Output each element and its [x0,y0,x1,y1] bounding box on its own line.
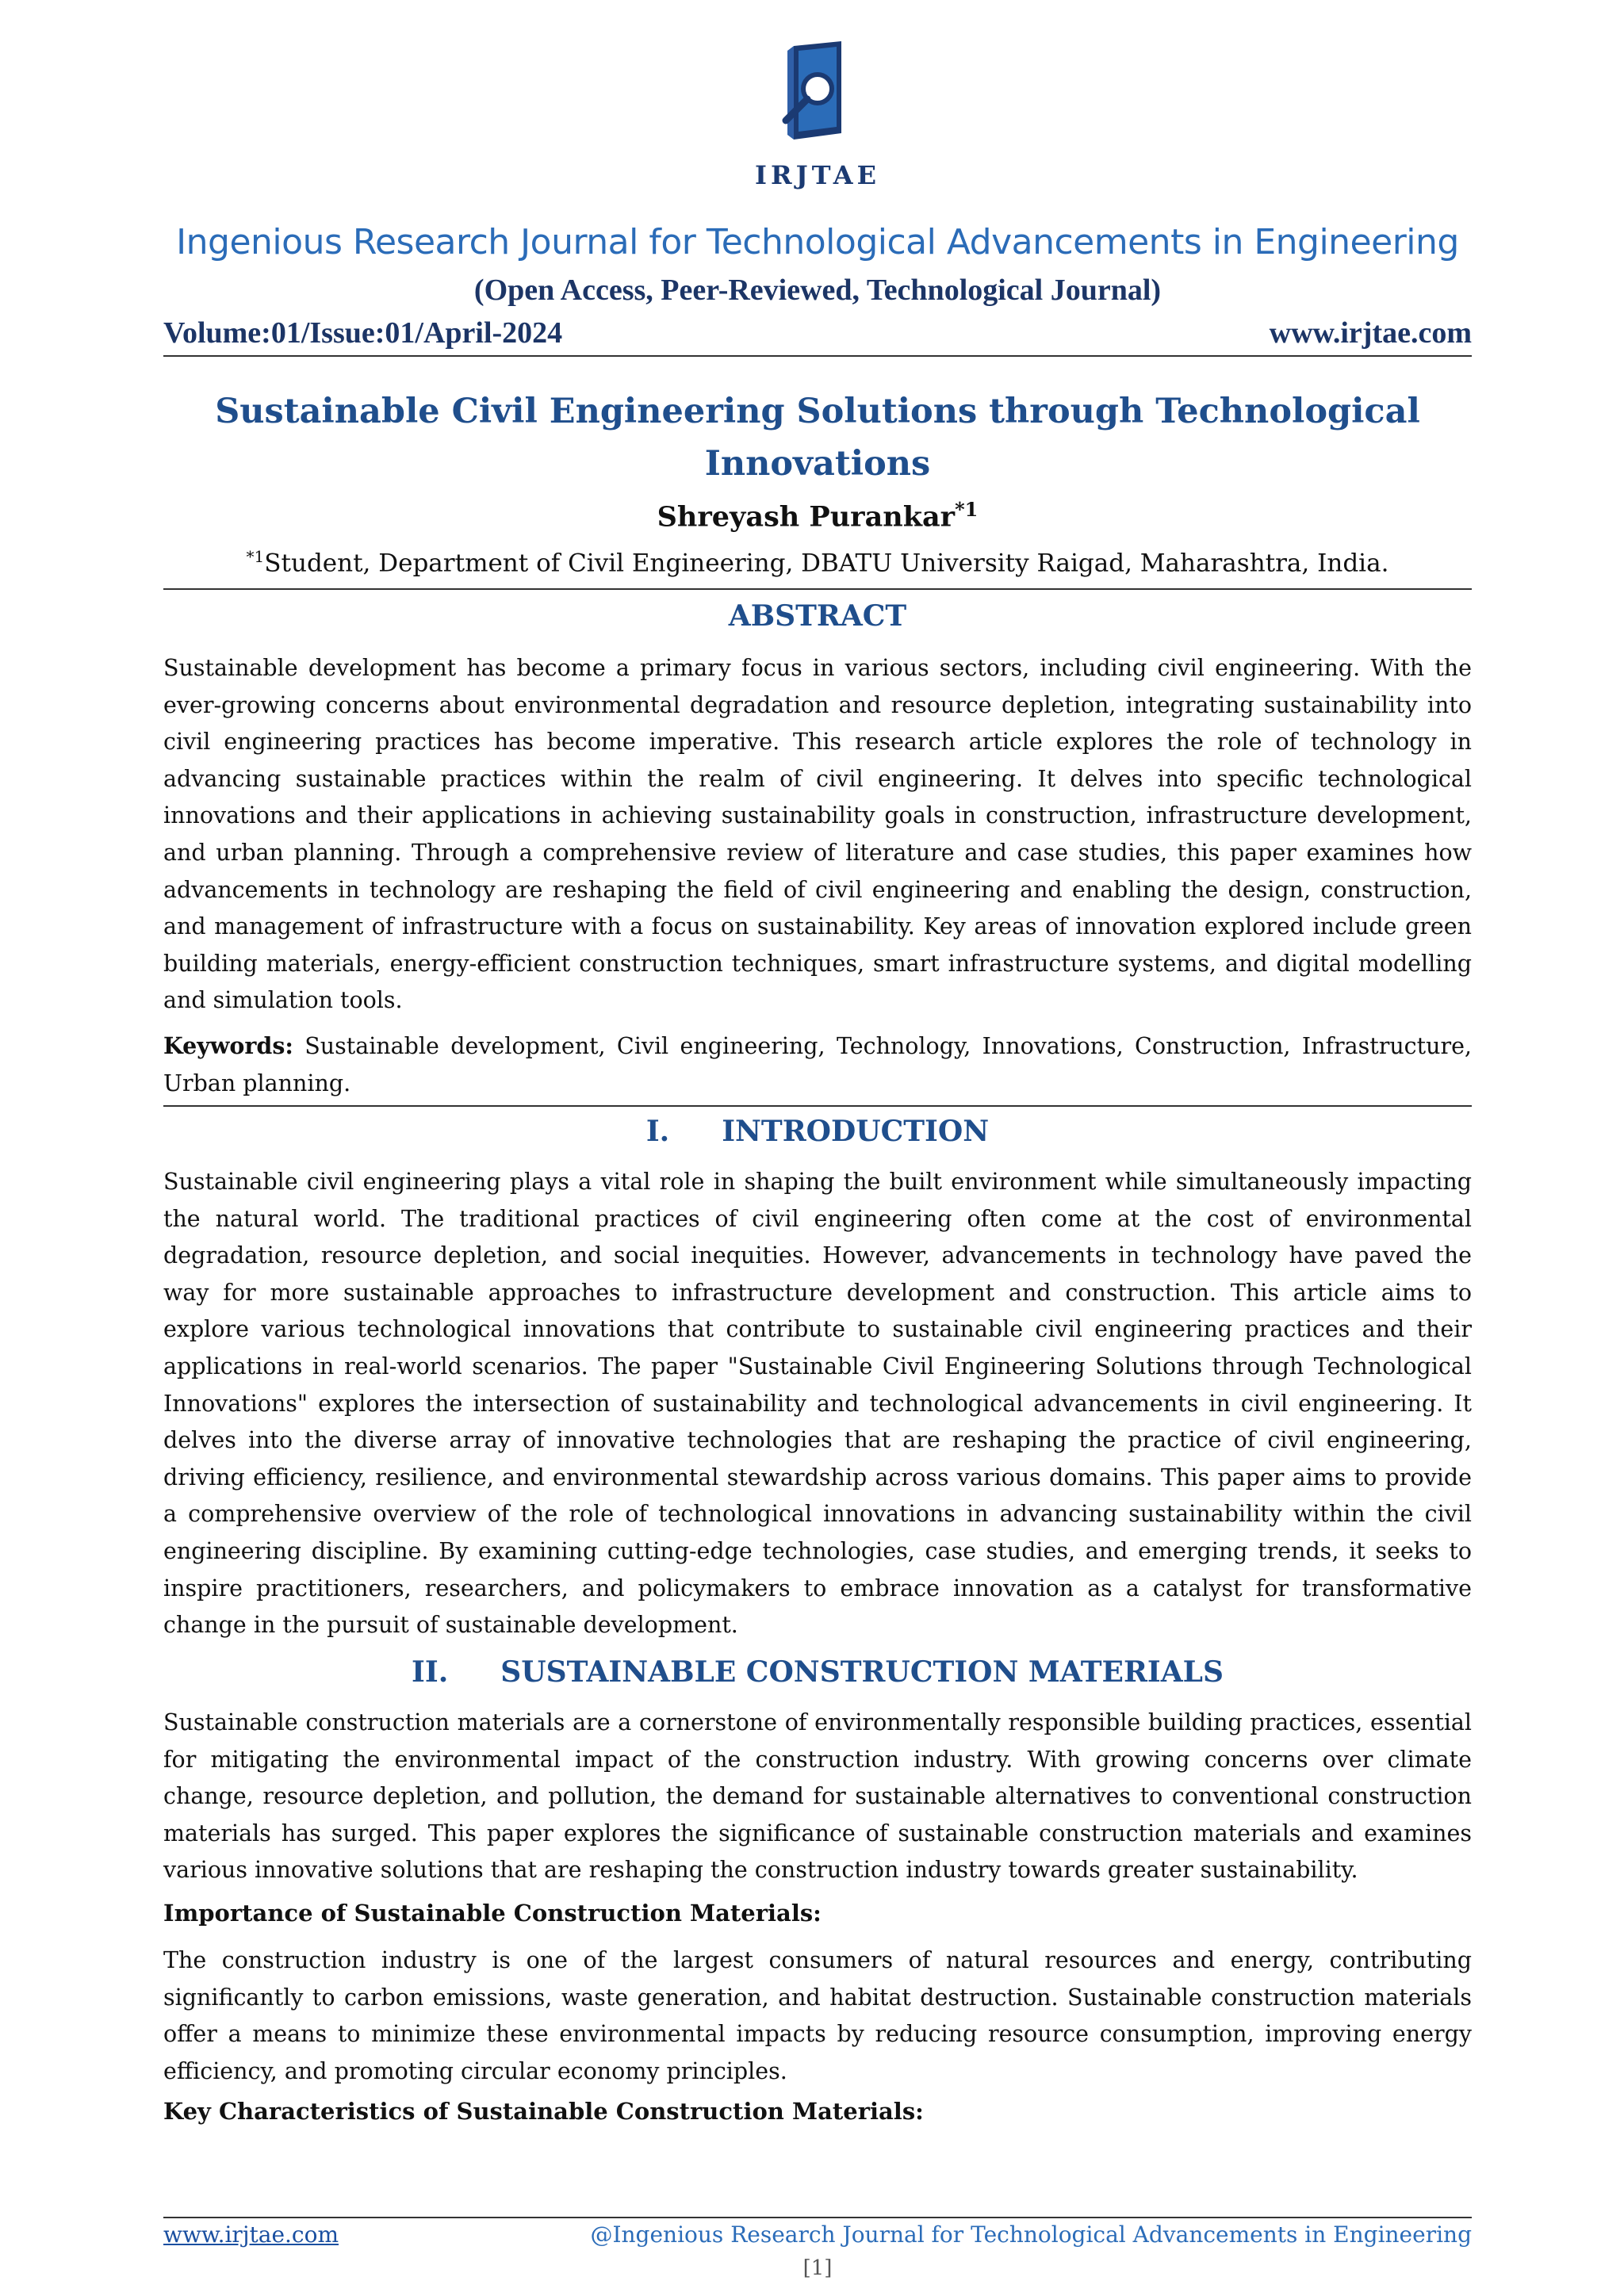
intro-text: Sustainable civil engineering plays a vital role in shaping the built environment while simultaneously impacting the natural world. The traditional practices of civil engineering often come at the cost of environmental degradation, resource depletion, and social inequities. However, advancements in technology have paved the way for more sustainable approaches to infrastructure development and construction. This article aims to explore various technological innovations that contribute to sustainable civil engineering practices and their applications in real-world scenarios. The paper "Sustainable Civil Engineering Solutions through Technological Innovations" explores the intersection of sustainability and technological advancements in civil engineering. It delves into the diverse array of innovative technologies that are reshaping the practice of civil engineering, driving efficiency, resilience, and environmental stewardship across various domains. This paper aims to provide a comprehensive overview of the role of technological innovations in advancing sustainability within the civil engineering discipline. By examining cutting-edge technologies, case studies, and emerging trends, it seeks to inspire practitioners, researchers, and policymakers to embrace innovation as a catalyst for transformative change in the pursuit of sustainable development. [163,1169,1472,1639]
logo-text: IRJTAE [755,160,880,190]
volume-row [163,316,1472,357]
author-name: Shreyash Purankar [657,500,956,534]
abstract-text: Sustainable development has become a primary focus in various sectors, including civil engineering. With the ever-growing concerns about environmental degradation and resource depletion, integrating sustainability into civil engineering practices has become imperative. This research article explores the role of technology in advancing sustainable practices within the realm of civil engineering. It delves into specific technological innovations and their applications in achieving sustainability goals in construction, infrastructure development, and urban planning. Through a comprehensive review of literature and case studies, this paper examines how advancements in technology are reshaping the field of civil engineering and enabling the design, construction, and management of infrastructure with a focus on sustainability. Key areas of innovation explored include green building materials, energy-efficient construction techniques, smart infrastructure systems, and digital modelling and simulation tools. [163,655,1472,1014]
keywords-label: Keywords: [163,1032,293,1059]
intro-title: INTRODUCTION [722,1115,990,1148]
footer-website-link[interactable]: www.irjtae.com [163,2221,339,2248]
materials-number: II. [412,1655,449,1689]
page-number: [1] [802,2256,833,2280]
affiliation-text: Student, Department of Civil Engineering, DBATU University Raigad, Maharashtra, India. [264,549,1389,578]
keywords-list: Sustainable development, Civil engineering, Technology, Innovations, Construction, Infrastructure, Urban planning. [163,1033,1472,1096]
materials-heading [163,1655,1472,1689]
paper-title-line1: Sustainable Civil Engineering Solutions through Technological [215,392,1420,431]
journal-logo [163,38,1472,189]
author-mark: *1 [955,498,979,521]
intro-heading [163,1115,1472,1148]
footer-divider [163,2217,1472,2218]
characteristics-subheading: Key Characteristics of Sustainable Construction Materials: [163,2098,924,2125]
book-magnifier-icon [770,38,865,157]
materials-title: SUSTAINABLE CONSTRUCTION MATERIALS [500,1655,1224,1689]
volume-issue: Volume:01/Issue:01/April-2024 [163,316,563,350]
affiliation [163,547,1472,590]
keywords [163,1027,1472,1102]
author [163,498,1472,534]
importance-subheading: Importance of Sustainable Construction Materials: [163,1900,822,1927]
footer-journal-name: @Ingenious Research Journal for Technological Advancements in Engineering [590,2221,1472,2248]
journal-subtitle: (Open Access, Peer-Reviewed, Technological Journal) [473,274,1162,307]
journal-website-link[interactable]: www.irjtae.com [1269,316,1472,350]
paper-title [163,385,1472,490]
paper-page [163,0,1472,2296]
materials-text: Sustainable construction materials are a cornerstone of environmentally responsible building practices, essential for mitigating the environmental impact of the construction industry. With growing concerns over climate change, resource depletion, and pollution, the demand for sustainable alternatives to conventional construction materials has surged. This paper explores the significance of sustainable construction materials and examines various innovative solutions that are reshaping the construction industry towards greater sustainability. [163,1709,1472,1884]
affiliation-mark: *1 [246,547,265,566]
section-divider [163,1105,1472,1107]
importance-text: The construction industry is one of the largest consumers of natural resources and energy, contributing significantly to carbon emissions, waste generation, and habitat destruction. Sustainable construction materials offer a means to minimize these environmental impacts by reducing resource consumption, improving energy efficiency, and promoting circular economy principles. [163,1947,1472,2084]
paper-title-line2: Innovations [704,444,931,484]
intro-number: I. [645,1115,670,1148]
abstract-heading: ABSTRACT [728,599,907,633]
journal-title: Ingenious Research Journal for Technological Advancements in Engineering [176,222,1459,262]
